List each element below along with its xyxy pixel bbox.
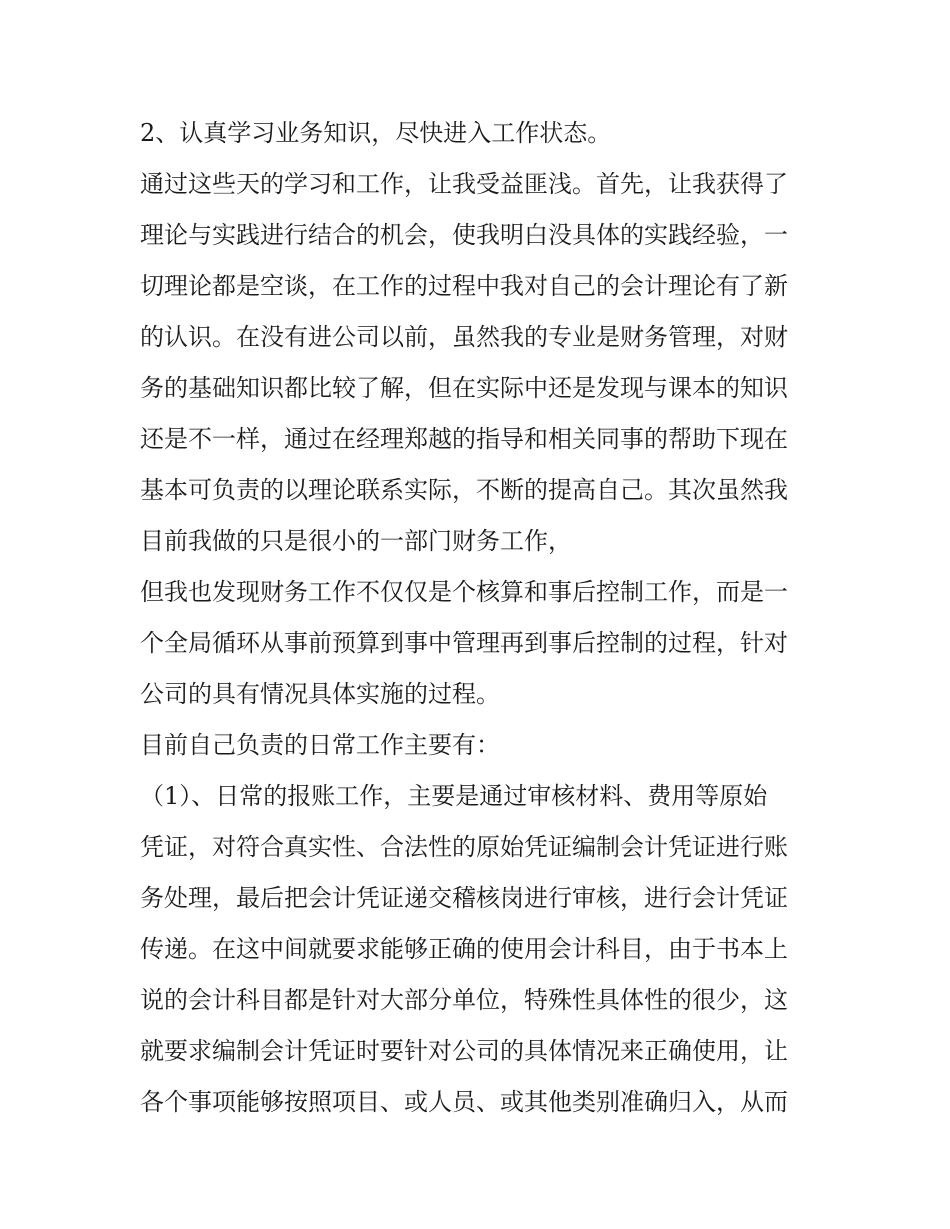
text-line: 通过这些天的学习和工作，让我受益匪浅。首先，让我获得了 xyxy=(140,170,788,198)
document-body xyxy=(140,108,820,1128)
text-line: 传递。在这中间就要求能够正确的使用会计科目，由于书本上 xyxy=(140,935,788,963)
text-line: （1）、日常的报账工作，主要是通过审核材料、费用等原始 xyxy=(140,782,768,810)
text-line: 切理论都是空谈，在工作的过程中我对自己的会计理论有了新 xyxy=(140,272,788,300)
text-line: 还是不一样，通过在经理郑越的指导和相关同事的帮助下现在 xyxy=(140,425,788,453)
text-line: 的认识。在没有进公司以前，虽然我的专业是财务管理，对财 xyxy=(140,323,788,351)
text-line: 目前自己负责的日常工作主要有： xyxy=(140,731,500,759)
text-line: 务处理，最后把会计凭证递交稽核岗进行审核，进行会计凭证 xyxy=(140,884,788,912)
text-line: 理论与实践进行结合的机会，使我明白没具体的实践经验，一 xyxy=(140,221,788,249)
text-line: 基本可负责的以理论联系实际，不断的提高自己。其次虽然我 xyxy=(140,476,788,504)
text-line: 个全局循环从事前预算到事中管理再到事后控制的过程，针对 xyxy=(140,629,788,657)
text-line: 凭证，对符合真实性、合法性的原始凭证编制会计凭证进行账 xyxy=(140,833,788,861)
text-line: 公司的具有情况具体实施的过程。 xyxy=(140,680,500,708)
text-line: 说的会计科目都是针对大部分单位，特殊性具体性的很少，这 xyxy=(140,986,788,1014)
text-line: 2、认真学习业务知识，尽快进入工作状态。 xyxy=(140,119,612,147)
text-line: 目前我做的只是很小的一部门财务工作， xyxy=(140,527,572,555)
text-line: 各个事项能够按照项目、或人员、或其他类别准确归入，从而 xyxy=(140,1088,788,1116)
text-line: 但我也发现财务工作不仅仅是个核算和事后控制工作，而是一 xyxy=(140,578,788,606)
text-line: 务的基础知识都比较了解，但在实际中还是发现与课本的知识 xyxy=(140,374,788,402)
text-line: 就要求编制会计凭证时要针对公司的具体情况来正确使用，让 xyxy=(140,1037,788,1065)
